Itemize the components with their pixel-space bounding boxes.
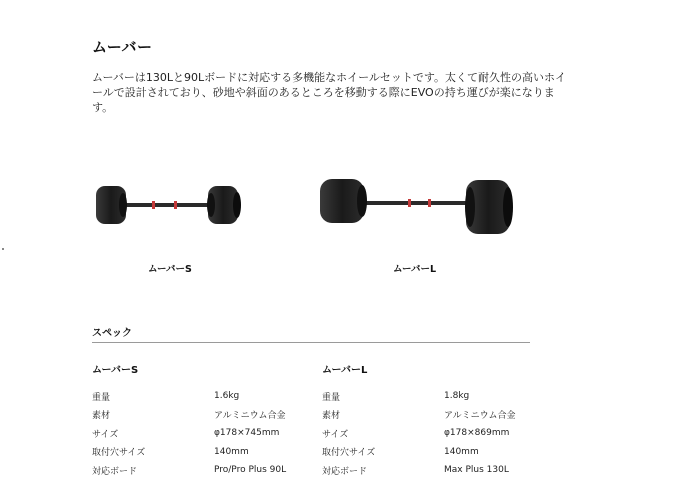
mover-l-image <box>318 175 518 237</box>
spec-value: 140mm <box>444 446 479 457</box>
page-title: ムーバー <box>92 38 153 56</box>
spec-value: 1.8kg <box>444 391 470 402</box>
spec-row <box>322 406 552 425</box>
spec-heading: スペック <box>92 328 132 339</box>
spec-key: 素材 <box>322 411 341 422</box>
spec-value: 1.6kg <box>214 391 240 402</box>
spec-key: サイズ <box>322 429 349 440</box>
mover-s-label: ムーバーS <box>148 264 192 275</box>
spec-value: Max Plus 130L <box>444 465 509 476</box>
spec-row <box>92 387 322 406</box>
spec-row <box>92 443 322 462</box>
spec-model-s: ムーバーS <box>92 365 139 376</box>
spec-key: 重量 <box>92 392 111 403</box>
spec-value: アルミニウム合金 <box>444 411 516 422</box>
spec-value: φ178×745mm <box>214 428 280 439</box>
spec-row <box>322 387 552 406</box>
spec-key: 対応ボード <box>92 466 138 477</box>
spec-key: サイズ <box>92 429 119 440</box>
spec-value: アルミニウム合金 <box>214 411 286 422</box>
spec-row <box>92 461 322 480</box>
mover-l-label: ムーバーL <box>393 264 437 275</box>
spec-column-l <box>322 361 552 480</box>
spec-key: 対応ボード <box>322 466 368 477</box>
divider <box>92 342 530 343</box>
spec-row <box>322 461 552 480</box>
spec-row <box>322 443 552 462</box>
spec-row <box>322 424 552 443</box>
spec-value: 140mm <box>214 446 249 457</box>
spec-column-s <box>92 361 322 480</box>
product-description: ムーバーは130Lと90Lボードに対応する多機能なホイールセットです。太くて耐久性の高いホイールで設計されており、砂地や斜面のあるところを移動する際にEVOの持ち運びが楽になります。 <box>92 71 567 114</box>
spec-value: φ178×869mm <box>444 428 510 439</box>
mover-s-image <box>90 180 250 230</box>
spec-key: 重量 <box>322 392 341 403</box>
spec-row <box>92 406 322 425</box>
edge-dot <box>2 248 4 250</box>
spec-key: 素材 <box>92 411 111 422</box>
spec-row <box>92 424 322 443</box>
spec-key: 取付穴サイズ <box>322 448 376 459</box>
spec-key: 取付穴サイズ <box>92 448 146 459</box>
spec-value: Pro/Pro Plus 90L <box>214 465 287 476</box>
spec-model-l: ムーバーL <box>322 365 368 376</box>
